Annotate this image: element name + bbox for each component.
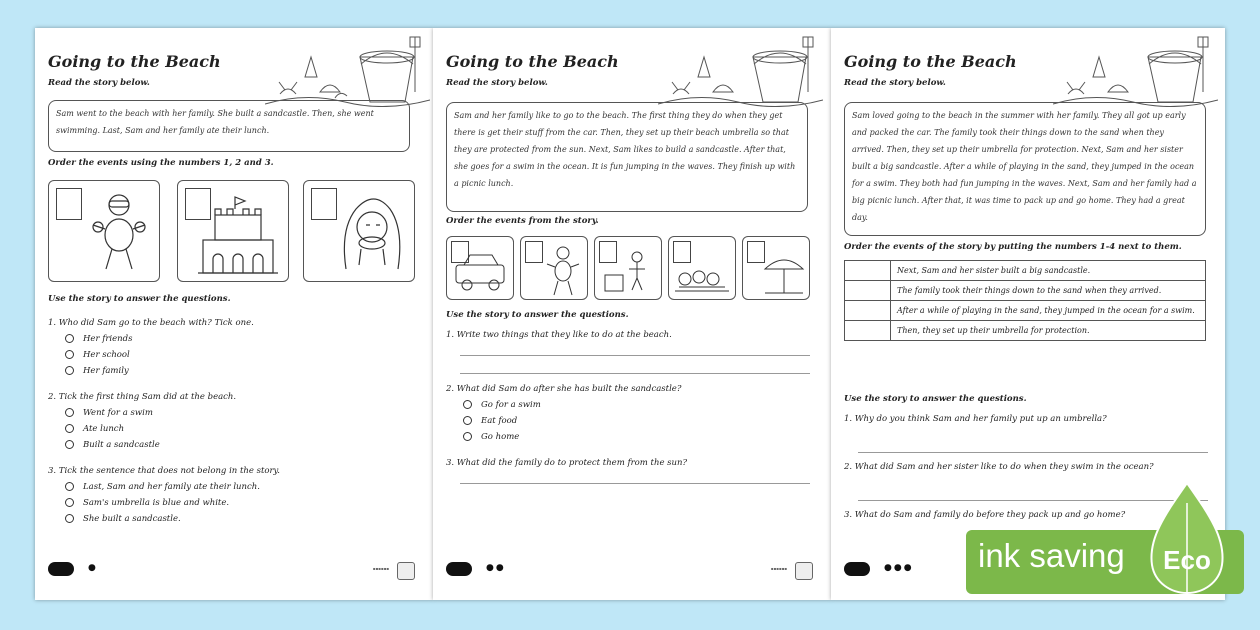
event-text: The family took their things down to the sand when they arrived. — [891, 281, 1206, 301]
page-footer — [446, 562, 813, 578]
number-answer-box[interactable] — [525, 241, 543, 263]
tick-circle[interactable] — [463, 400, 472, 409]
option-checkbox[interactable]: She built a sandcastle. — [65, 514, 181, 524]
quality-badge-icon — [397, 562, 415, 580]
quality-badge-icon — [795, 562, 813, 580]
table-row — [845, 321, 1206, 341]
page-footer — [48, 562, 415, 578]
event-text: Next, Sam and her sister built a big sandcastle. — [891, 261, 1206, 281]
question-3: 3. Tick the sentence that does not belong in the story. — [48, 466, 280, 476]
picture-car — [446, 236, 514, 300]
beach-bucket-illustration — [658, 32, 823, 107]
option-checkbox[interactable]: Ate lunch — [65, 424, 124, 434]
umbrella-image — [763, 253, 805, 295]
answer-line[interactable] — [460, 355, 810, 356]
option-checkbox[interactable]: Built a sandcastle — [65, 440, 160, 450]
copyright-mark-icon: ▪▪▪▪▪▪ — [770, 566, 787, 571]
beach-bucket-illustration — [1053, 32, 1218, 107]
difficulty-dots: ●●● — [884, 563, 914, 573]
table-row — [845, 301, 1206, 321]
page-title: Going to the Beach — [446, 52, 619, 71]
picture-sandcastle — [177, 180, 289, 282]
table-row — [845, 261, 1206, 281]
event-text: Then, they set up their umbrella for protection. — [891, 321, 1206, 341]
order-instruction: Order the events from the story. — [446, 216, 599, 226]
tick-circle[interactable] — [65, 350, 74, 359]
question-2: 2. Tick the first thing Sam did at the beach. — [48, 392, 237, 402]
question-1: 1. Why do you think Sam and her family put up an umbrella? — [844, 414, 1107, 424]
questions-heading: Use the story to answer the questions. — [48, 294, 231, 304]
order-instruction: Order the events of the story by putting the numbers 1-4 next to them. — [844, 242, 1182, 252]
tick-circle[interactable] — [463, 432, 472, 441]
eco-label: Eco — [1163, 545, 1211, 575]
question-2: 2. What did Sam do after she has built the sandcastle? — [446, 384, 682, 394]
publisher-logo-icon — [446, 562, 472, 576]
option-checkbox[interactable]: Last, Sam and her family ate their lunch. — [65, 482, 260, 492]
sandcastle-image — [193, 195, 283, 277]
questions-heading: Use the story to answer the questions. — [446, 310, 629, 320]
answer-line[interactable] — [460, 373, 810, 374]
ink-saving-label: ink saving — [978, 537, 1125, 574]
picture-swimming — [48, 180, 160, 282]
table-row — [845, 281, 1206, 301]
number-answer-cell[interactable] — [845, 301, 891, 321]
difficulty-dots: ● — [88, 563, 98, 573]
option-checkbox[interactable]: Eat food — [463, 416, 517, 426]
tick-circle[interactable] — [65, 334, 74, 343]
number-answer-cell[interactable] — [845, 321, 891, 341]
tick-circle[interactable] — [65, 366, 74, 375]
option-checkbox[interactable]: Her friends — [65, 334, 132, 344]
eating-image — [336, 189, 408, 277]
worksheet-page-2 — [433, 28, 831, 600]
question-1: 1. Write two things that they like to do at the beach. — [446, 330, 672, 340]
order-instruction: Order the events using the numbers 1, 2 and 3. — [48, 158, 274, 168]
tick-circle[interactable] — [65, 424, 74, 433]
read-instruction: Read the story below. — [844, 78, 946, 88]
tick-circle[interactable] — [65, 408, 74, 417]
option-checkbox[interactable]: Her family — [65, 366, 129, 376]
picture-lunch — [303, 180, 415, 282]
picture-picnic — [668, 236, 736, 300]
order-events-table — [844, 260, 1206, 341]
number-answer-cell[interactable] — [845, 261, 891, 281]
picnic-image — [673, 257, 731, 295]
copyright-mark-icon: ▪▪▪▪▪▪ — [372, 566, 389, 571]
tick-circle[interactable] — [463, 416, 472, 425]
publisher-logo-icon — [48, 562, 74, 576]
option-checkbox[interactable]: Sam's umbrella is blue and white. — [65, 498, 229, 508]
car-image — [452, 251, 510, 295]
tick-circle[interactable] — [65, 514, 74, 523]
picture-swimming — [520, 236, 588, 300]
number-answer-box[interactable] — [311, 188, 337, 220]
tick-circle[interactable] — [65, 498, 74, 507]
question-2: 2. What did Sam and her sister like to do when they swim in the ocean? — [844, 462, 1154, 472]
difficulty-dots: ●● — [486, 563, 506, 573]
read-instruction: Read the story below. — [446, 78, 548, 88]
publisher-logo-icon — [844, 562, 870, 576]
family-image — [601, 247, 657, 295]
story-box: Sam went to the beach with her family. She built a sandcastle. Then, she went swimming. Last, Sam and her family ate their lunch. — [48, 100, 410, 152]
option-checkbox[interactable]: Her school — [65, 350, 130, 360]
option-checkbox[interactable]: Went for a swim — [65, 408, 153, 418]
worksheet-page-1 — [35, 28, 433, 600]
beach-bucket-illustration — [265, 32, 430, 107]
number-answer-box[interactable] — [56, 188, 82, 220]
picture-family-beach — [594, 236, 662, 300]
answer-line[interactable] — [460, 483, 810, 484]
question-3: 3. What did the family do to protect them from the sun? — [446, 458, 688, 468]
swimmer-image — [84, 187, 154, 277]
answer-line[interactable] — [858, 452, 1208, 453]
tick-circle[interactable] — [65, 440, 74, 449]
swimmer-image — [543, 243, 583, 297]
option-checkbox[interactable]: Go for a swim — [463, 400, 541, 410]
page-title: Going to the Beach — [48, 52, 221, 71]
question-1: 1. Who did Sam go to the beach with? Tick one. — [48, 318, 254, 328]
read-instruction: Read the story below. — [48, 78, 150, 88]
page-title: Going to the Beach — [844, 52, 1017, 71]
questions-heading: Use the story to answer the questions. — [844, 394, 1027, 404]
event-text: After a while of playing in the sand, they jumped in the ocean for a swim. — [891, 301, 1206, 321]
option-checkbox[interactable]: Go home — [463, 432, 519, 442]
tick-circle[interactable] — [65, 482, 74, 491]
number-answer-cell[interactable] — [845, 281, 891, 301]
story-box: Sam and her family like to go to the beach. The first thing they do when they get there is get their stuff from the car. Then, they set up their beach umbrella so that they are protected from the sun. Next, Sam likes to build a sandcastle. After that, she goes for a swim in the ocean. It is fun jumping in the waves. They finish up with a picnic lunch. — [446, 102, 808, 212]
picture-umbrella — [742, 236, 810, 300]
question-3: 3. What do Sam and family do before they pack up and go home? — [844, 510, 1126, 520]
story-box: Sam loved going to the beach in the summer with her family. They all got up early and packed the car. The family took their things down to the sand when they arrived. Then, they set up their umbrella for protection. Next, Sam and her sister built a big sandcastle. After a while of playing in the sand, they jumped in the ocean for a swim. They both had fun jumping in the waves. Next, Sam and her family had a big picnic lunch. After that, it was time to pack up and go home. They had a great day. — [844, 102, 1206, 236]
